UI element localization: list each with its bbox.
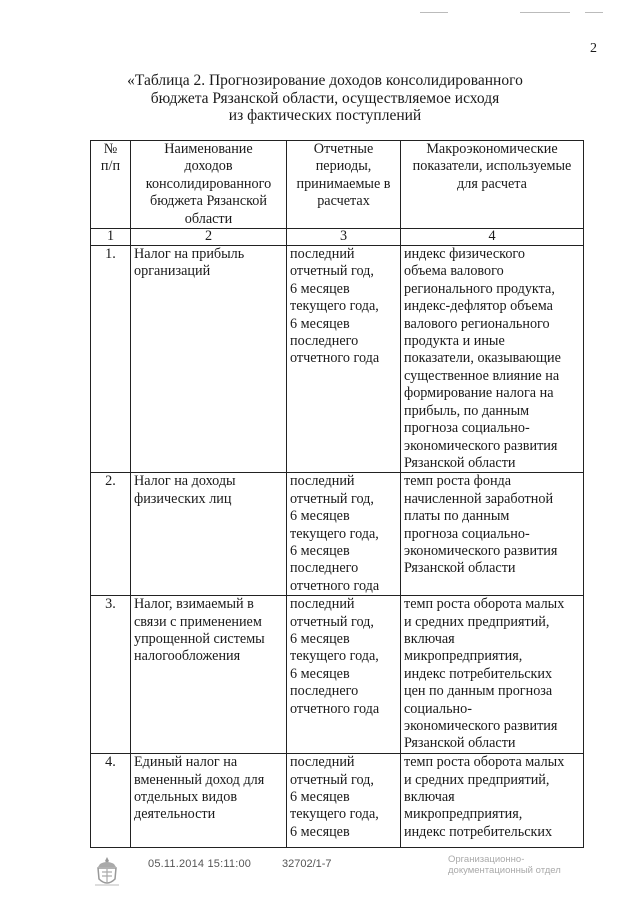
- cell-text-line: последнего: [290, 333, 359, 350]
- header-text: Макроэкономические: [426, 141, 558, 157]
- column-number-cell: 4: [401, 229, 584, 246]
- header-text: Наименование: [164, 141, 253, 157]
- header-text: бюджета Рязанской: [150, 193, 267, 210]
- header-text: принимаемые в: [296, 175, 391, 192]
- cell-text-line: Единый налог на: [134, 754, 238, 771]
- header-cell-periods: [287, 141, 401, 229]
- cell-text-line: экономического развития: [404, 437, 558, 454]
- cell-text-line: текущего года,: [290, 525, 379, 542]
- cell-text-line: Налог на доходы: [134, 473, 236, 490]
- cell-text-line: текущего года,: [290, 298, 379, 315]
- reporting-periods-cell: [287, 246, 401, 473]
- indicators-cell: [401, 596, 584, 754]
- indicators-cell: [401, 754, 584, 848]
- cell-text-line: Рязанской области: [404, 560, 516, 577]
- cell-text-line: деятельности: [134, 806, 216, 823]
- cell-text-line: отчетный год,: [290, 263, 374, 280]
- cell-text-line: последнего: [290, 560, 359, 577]
- revenue-name-cell: [131, 473, 287, 596]
- header-text: показатели, используемые: [412, 158, 572, 175]
- department-stamp: [448, 854, 578, 876]
- table-row: [91, 473, 584, 596]
- cell-text-line: организаций: [134, 263, 211, 280]
- header-cell-number: [91, 141, 131, 229]
- cell-text-line: последнего: [290, 683, 359, 700]
- cell-text-line: начисленной заработной: [404, 490, 554, 507]
- cell-text-line: прибыль, по данным: [404, 402, 530, 419]
- cell-text-line: и средних предприятий,: [404, 613, 550, 630]
- cell-text-line: последний: [290, 596, 355, 613]
- row-number-cell: 2.: [91, 473, 131, 596]
- cell-text-line: 6 месяцев: [290, 630, 350, 647]
- cell-text-line: экономического развития: [404, 718, 558, 734]
- cell-text-line: социально-: [404, 700, 472, 717]
- header-text: для расчета: [457, 175, 527, 192]
- cell-text-line: микропредприятия,: [404, 648, 523, 665]
- coat-of-arms-icon: [92, 855, 122, 889]
- cell-text-line: регионального продукта,: [404, 280, 555, 297]
- cell-text-line: валового регионального: [404, 315, 550, 332]
- reporting-periods-cell: [287, 596, 401, 754]
- column-number-cell: 2: [131, 229, 287, 246]
- table-header-row: [91, 141, 584, 229]
- cell-text-line: налогообложения: [134, 648, 241, 665]
- cell-text-line: 6 месяцев: [290, 823, 350, 840]
- header-text: области: [184, 210, 233, 227]
- row-number-cell: 4.: [91, 754, 131, 848]
- reporting-periods-cell: [287, 473, 401, 596]
- table-title-line: «Таблица 2. Прогнозирование доходов консолидированного: [127, 72, 523, 89]
- table-row: [91, 754, 584, 848]
- cell-text-line: Рязанской области: [404, 454, 516, 471]
- table-row: [91, 596, 584, 754]
- cell-text-line: микропредприятия,: [404, 806, 523, 823]
- revenue-name-cell: [131, 246, 287, 473]
- registration-number: 32702/1-7: [282, 858, 332, 870]
- cell-text-line: включая: [404, 788, 455, 805]
- cell-text-line: 6 месяцев: [290, 315, 350, 332]
- cell-text-line: 6 месяцев: [290, 665, 350, 682]
- header-cell-indicators: [401, 141, 584, 229]
- revenue-name-cell: [131, 754, 287, 848]
- cell-text-line: отчетный год,: [290, 771, 374, 788]
- cell-text-line: Налог на прибыль: [134, 246, 245, 263]
- cell-text-line: отдельных видов: [134, 788, 238, 805]
- scan-artifact: [520, 12, 570, 13]
- cell-text-line: индекс потребительских: [404, 823, 553, 840]
- cell-text-line: темп роста оборота малых: [404, 596, 565, 613]
- cell-text-line: объема валового: [404, 263, 504, 280]
- cell-text-line: текущего года,: [290, 648, 379, 665]
- department-stamp-line: Организационно-: [448, 854, 525, 865]
- cell-text-line: формирование налога на: [404, 385, 554, 402]
- cell-text-line: продукта и иные: [404, 333, 505, 350]
- table-title-line: из фактических поступлений: [228, 107, 422, 124]
- table-row: [91, 246, 584, 473]
- page-number: 2: [590, 41, 597, 56]
- department-stamp-line: документационный отдел: [448, 865, 561, 876]
- cell-text-line: индекс физического: [404, 246, 525, 263]
- cell-text-line: цен по данным прогноза: [404, 683, 553, 700]
- cell-text-line: прогноза социально-: [404, 525, 530, 542]
- cell-text-line: связи с применением: [134, 613, 262, 630]
- cell-text-line: последний: [290, 246, 355, 263]
- cell-text-line: и средних предприятий,: [404, 771, 550, 788]
- cell-text-line: существенное влияние на: [404, 367, 560, 384]
- row-number-cell: 3.: [91, 596, 131, 754]
- cell-text-line: темп роста фонда: [404, 473, 512, 490]
- cell-text-line: Рязанской области: [404, 735, 516, 752]
- cell-text-line: 6 месяцев: [290, 788, 350, 805]
- cell-text-line: Налог, взимаемый в: [134, 596, 254, 613]
- cell-text-line: вмененный доход для: [134, 771, 265, 788]
- header-text: консолидированного: [145, 175, 272, 192]
- row-number-cell: 1.: [91, 246, 131, 473]
- cell-text-line: индекс потребительских: [404, 665, 553, 682]
- cell-text-line: отчетного года: [290, 577, 380, 594]
- cell-text-line: 6 месяцев: [290, 542, 350, 559]
- header-text: №: [103, 141, 118, 157]
- cell-text-line: прогноза социально-: [404, 420, 530, 437]
- page-footer: [0, 845, 640, 895]
- cell-text-line: текущего года,: [290, 806, 379, 823]
- cell-text-line: индекс-дефлятор объема: [404, 298, 553, 315]
- column-number-row: [91, 229, 584, 246]
- cell-text-line: отчетный год,: [290, 490, 374, 507]
- cell-text-line: упрощенной системы: [134, 630, 265, 647]
- cell-text-line: последний: [290, 754, 355, 771]
- cell-text-line: отчетного года: [290, 350, 380, 367]
- indicators-cell: [401, 246, 584, 473]
- cell-text-line: платы по данным: [404, 508, 510, 525]
- cell-text-line: физических лиц: [134, 490, 232, 507]
- revenue-name-cell: [131, 596, 287, 754]
- reporting-periods-cell: [287, 754, 401, 848]
- header-text: периоды,: [315, 158, 372, 175]
- scan-artifact: [585, 12, 603, 13]
- cell-text-line: экономического развития: [404, 542, 558, 559]
- indicators-cell: [401, 473, 584, 596]
- registration-timestamp: 05.11.2014 15:11:00: [148, 858, 252, 870]
- cell-text-line: показатели, оказывающие: [404, 350, 561, 367]
- table-title-line: бюджета Рязанской области, осуществляемое исходя: [150, 89, 500, 107]
- cell-text-line: последний: [290, 473, 355, 490]
- header-text: п/п: [100, 158, 121, 175]
- cell-text-line: темп роста оборота малых: [404, 754, 565, 771]
- header-text: Отчетные: [313, 141, 374, 157]
- header-text: доходов: [184, 158, 233, 175]
- cell-text-line: 6 месяцев: [290, 508, 350, 525]
- cell-text-line: 6 месяцев: [290, 280, 350, 297]
- header-text: расчетах: [317, 193, 370, 210]
- cell-text-line: отчетного года: [290, 700, 380, 717]
- revenue-forecast-table: [90, 140, 584, 848]
- scan-artifact: [420, 12, 448, 13]
- column-number-cell: 1: [91, 229, 131, 246]
- cell-text-line: включая: [404, 630, 455, 647]
- header-cell-revenue-name: [131, 141, 287, 229]
- column-number-cell: 3: [287, 229, 401, 246]
- table-title: [90, 72, 560, 125]
- cell-text-line: отчетный год,: [290, 613, 374, 630]
